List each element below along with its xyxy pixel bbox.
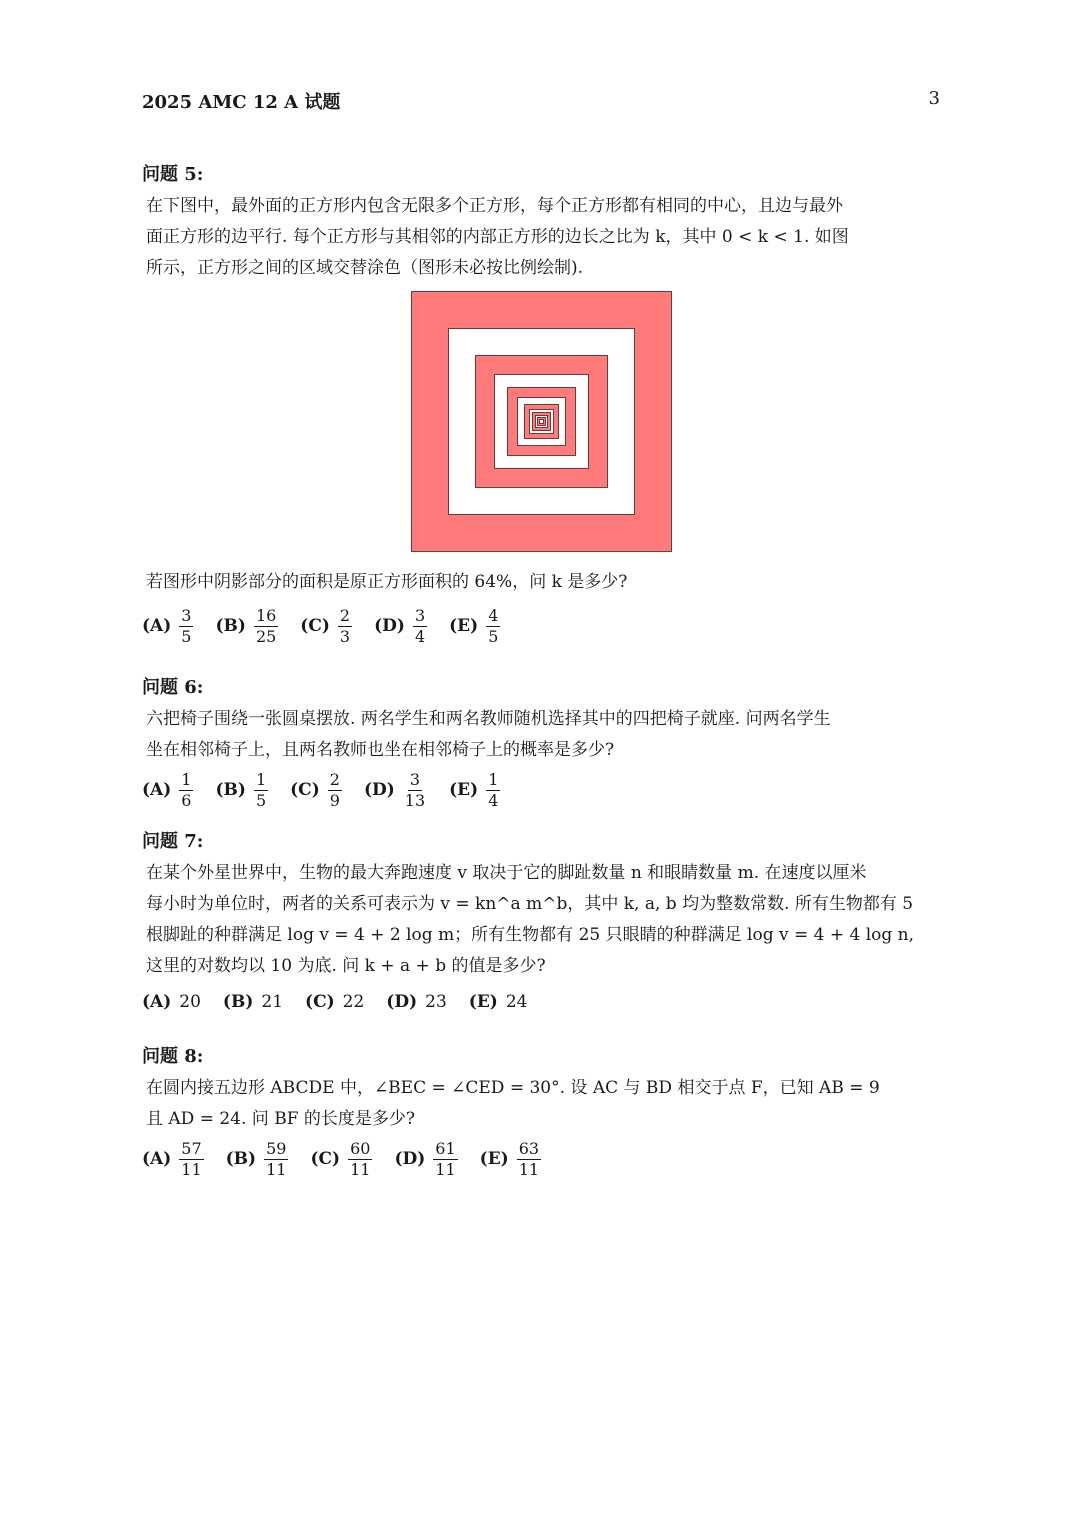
problem-line: 坐在相邻椅子上，且两名教师也坐在相邻椅子上的概率是多少? [146, 740, 615, 760]
choice-a[interactable]: (A) $\frac{57}{11}$ [142, 1138, 202, 1179]
choice-e[interactable]: (E) 24 [468, 992, 528, 1012]
answer-choices [142, 982, 940, 1022]
choice-e[interactable]: (E) $\frac{1}{4}$ [449, 769, 499, 810]
problem-question: 若图形中阴影部分的面积是原正方形面积的 64%，问 k 是多少? [146, 572, 628, 592]
choice-c[interactable]: (C) 22 [305, 992, 365, 1012]
problem-title: 问题 8: [142, 1046, 204, 1067]
choice-d[interactable]: (D) 23 [386, 992, 447, 1012]
choice-a[interactable]: (A) $\frac{1}{6}$ [142, 769, 192, 810]
problem-title: 问题 5: [142, 164, 204, 185]
problem-line: 且 AD = 24. 问 BF 的长度是多少? [146, 1109, 416, 1129]
problem-6 [142, 676, 940, 814]
page-number: 3 [928, 88, 940, 109]
choice-d[interactable]: (D) $\frac{61}{11}$ [394, 1138, 456, 1179]
square-unshaded [539, 419, 544, 424]
choice-c[interactable]: (C) $\frac{2}{9}$ [290, 769, 340, 810]
choice-b[interactable]: (B) $\frac{59}{11}$ [225, 1138, 287, 1179]
choice-e[interactable]: (E) $\frac{63}{11}$ [479, 1138, 540, 1179]
problem-title: 问题 6: [142, 677, 204, 698]
answer-choices [142, 602, 940, 650]
answer-choices [142, 766, 940, 814]
answer-choices [142, 1135, 940, 1183]
problem-line: 在下图中，最外面的正方形内包含无限多个正方形，每个正方形都有相同的中心，且边与最外 [146, 196, 843, 216]
problem-title: 问题 7: [142, 831, 204, 852]
problem-line: 在圆内接五边形 ABCDE 中，∠BEC = ∠CED = 30°. 设 AC 与 BD 相交于点 F，已知 AB = 9 [146, 1078, 880, 1098]
problem-line: 面正方形的边平行. 每个正方形与其相邻的内部正方形的边长之比为 k，其中 0 < k < 1. 如图 [146, 227, 849, 247]
choice-a[interactable]: (A) $\frac{3}{5}$ [142, 605, 192, 646]
choice-b[interactable]: (B) 21 [222, 992, 284, 1012]
problem-line: 在某个外星世界中，生物的最大奔跑速度 v 取决于它的脚趾数量 n 和眼睛数量 m. 在速度以厘米 [146, 863, 867, 883]
choice-b[interactable]: (B) $\frac{1}{5}$ [215, 769, 267, 810]
page-header [142, 88, 940, 114]
choice-d[interactable]: (D) $\frac{3}{13}$ [363, 769, 426, 810]
problem-line: 六把椅子围绕一张圆桌摆放. 两名学生和两名教师随机选择其中的四把椅子就座. 问两名学生 [146, 709, 831, 729]
choice-e[interactable]: (E) $\frac{4}{5}$ [449, 605, 499, 646]
choice-c[interactable]: (C) $\frac{2}{3}$ [300, 605, 351, 646]
nested-squares-figure [411, 291, 672, 552]
choice-d[interactable]: (D) $\frac{3}{4}$ [374, 605, 426, 646]
problem-line: 根脚趾的种群满足 log v = 4 + 2 log m；所有生物都有 25 只眼睛的种群满足 log v = 4 + 4 log n, [146, 925, 915, 945]
choice-b[interactable]: (B) $\frac{16}{25}$ [215, 605, 277, 646]
header-title: 2025 AMC 12 A 试题 [142, 92, 341, 113]
problem-7 [142, 830, 940, 1022]
problem-line: 这里的对数均以 10 为底. 问 k + a + b 的值是多少? [146, 956, 546, 976]
choice-c[interactable]: (C) $\frac{60}{11}$ [310, 1138, 371, 1179]
problem-8 [142, 1045, 940, 1183]
choice-a[interactable]: (A) 20 [142, 992, 201, 1012]
problem-line: 所示，正方形之间的区域交替涂色（图形未必按比例绘制). [146, 258, 584, 278]
problem-5 [142, 163, 940, 646]
problem-line: 每小时为单位时，两者的关系可表示为 v = kn^a m^b，其中 k, a, b 均为整数常数. 所有生物都有 5 [146, 894, 914, 914]
